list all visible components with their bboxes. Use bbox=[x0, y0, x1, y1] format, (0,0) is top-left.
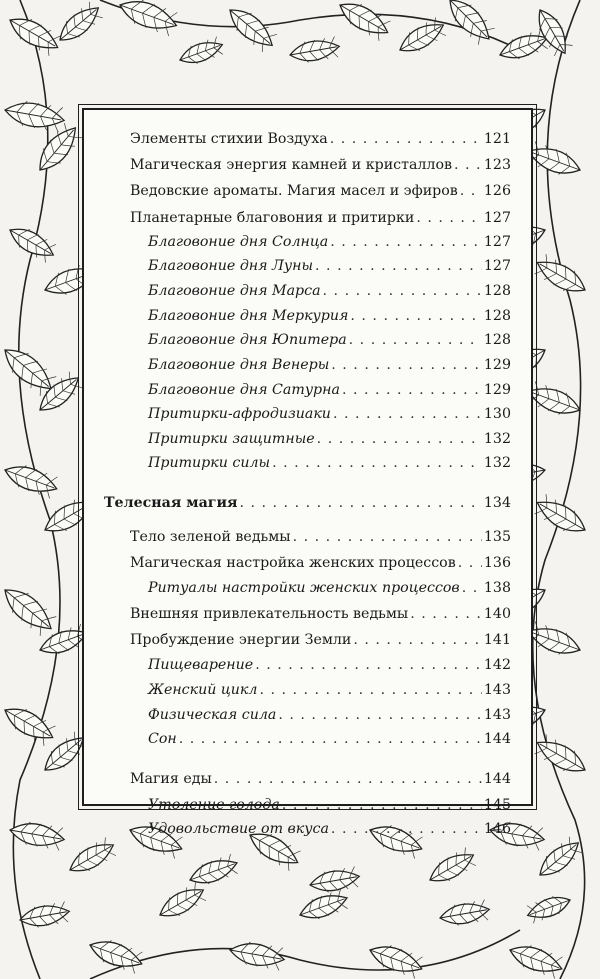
toc-entry bbox=[148, 331, 511, 349]
dot-leader bbox=[416, 209, 482, 227]
toc-entry-page: 144 bbox=[483, 771, 511, 787]
toc-entry-title: Магическая настройка женских процессов bbox=[130, 555, 456, 571]
leaf-icon bbox=[425, 846, 479, 889]
leaf-icon bbox=[296, 888, 350, 925]
leaf-icon bbox=[53, 0, 105, 48]
leaf-icon bbox=[3, 98, 66, 133]
toc-entry bbox=[148, 730, 511, 748]
dot-leader bbox=[214, 770, 482, 788]
dot-leader bbox=[462, 579, 482, 597]
dot-leader bbox=[239, 494, 481, 512]
leaf-icon bbox=[532, 493, 591, 540]
toc-entry bbox=[130, 182, 511, 200]
toc-entry-page: 132 bbox=[483, 431, 511, 447]
leaf-icon bbox=[524, 380, 584, 420]
dot-leader bbox=[293, 528, 482, 546]
toc-entry-title: Притирки-афродизиаки bbox=[148, 406, 331, 422]
toc-entry bbox=[148, 307, 511, 325]
dot-leader bbox=[323, 282, 482, 300]
toc-entry-page: 129 bbox=[483, 382, 511, 398]
toc-entry-page: 142 bbox=[483, 657, 511, 673]
toc-entry-title: Магическая энергия камней и кристаллов bbox=[130, 157, 452, 173]
toc-entry bbox=[148, 257, 511, 275]
toc-entry-title: Удовольствие от вкуса bbox=[148, 821, 329, 837]
toc-entry-page: 141 bbox=[483, 632, 511, 648]
toc-entry-page: 126 bbox=[483, 183, 511, 199]
vine-stem bbox=[90, 930, 520, 979]
toc-entry-title: Физическая сила bbox=[148, 707, 277, 723]
dot-leader bbox=[315, 257, 482, 275]
leaf-icon bbox=[177, 36, 226, 69]
toc-entry-title: Женский цикл bbox=[148, 682, 258, 698]
dot-leader bbox=[342, 381, 482, 399]
toc-entry-page: 128 bbox=[483, 283, 511, 299]
toc-panel bbox=[82, 108, 533, 837]
dot-leader bbox=[331, 820, 482, 838]
leaf-icon bbox=[228, 939, 286, 971]
toc-entry bbox=[148, 796, 511, 814]
toc-entry-title: Ведовские ароматы. Магия масел и эфиров bbox=[130, 183, 458, 199]
toc-entry-title: Благовоние дня Сатурна bbox=[148, 382, 340, 398]
dot-leader bbox=[410, 605, 482, 623]
leaf-icon bbox=[1, 459, 61, 499]
toc-entry-title: Пробуждение энергии Земли bbox=[130, 632, 352, 648]
toc-entry-page: 121 bbox=[483, 131, 511, 147]
leaf-icon bbox=[288, 36, 341, 65]
leaf-icon bbox=[8, 819, 66, 851]
toc-entry bbox=[130, 554, 511, 572]
dot-leader bbox=[330, 130, 482, 148]
toc-entry-title: Телесная магия bbox=[104, 495, 238, 511]
toc-entry-title: Благовоние дня Солнца bbox=[148, 234, 329, 250]
toc-entry-page: 132 bbox=[483, 455, 511, 471]
toc-entry-page: 129 bbox=[483, 357, 511, 373]
toc-entry-title: Благовоние дня Венеры bbox=[148, 357, 330, 373]
dot-leader bbox=[330, 233, 482, 251]
toc-entry-title: Притирки защитные bbox=[148, 431, 315, 447]
leaf-icon bbox=[116, 0, 181, 37]
toc-entry bbox=[148, 356, 511, 374]
leaf-icon bbox=[0, 700, 58, 747]
toc-entry-page: 146 bbox=[483, 821, 511, 837]
toc-entry-title: Благовоние дня Марса bbox=[148, 283, 321, 299]
toc-entry bbox=[130, 631, 511, 649]
toc-entry-page: 127 bbox=[483, 234, 511, 250]
toc-entry bbox=[130, 156, 511, 174]
toc-entry-title: Благовоние дня Луны bbox=[148, 258, 314, 274]
toc-entry-title: Тело зеленой ведьмы bbox=[130, 529, 291, 545]
toc-entry bbox=[148, 656, 511, 674]
toc-entry-page: 145 bbox=[483, 797, 511, 813]
toc-entry bbox=[130, 528, 511, 546]
toc-entry-title: Магия еды bbox=[130, 771, 212, 787]
dot-leader bbox=[458, 554, 482, 572]
dot-leader bbox=[460, 182, 482, 200]
dot-leader bbox=[282, 796, 482, 814]
leaf-icon bbox=[524, 140, 584, 180]
toc-entry bbox=[148, 681, 511, 699]
dot-leader bbox=[278, 706, 482, 724]
leaf-icon bbox=[186, 853, 240, 890]
leaf-icon bbox=[155, 881, 209, 924]
toc-entry-page: 128 bbox=[483, 308, 511, 324]
dot-leader bbox=[317, 430, 482, 448]
toc-entry-title: Благовоние дня Меркурия bbox=[148, 308, 349, 324]
toc-entry bbox=[148, 706, 511, 724]
toc-entry bbox=[148, 454, 511, 472]
toc-entry-page: 136 bbox=[483, 555, 511, 571]
dot-leader bbox=[350, 307, 482, 325]
dot-leader bbox=[272, 454, 482, 472]
leaf-icon bbox=[532, 253, 591, 300]
toc-entry-title: Планетарные благовония и притирки bbox=[130, 210, 415, 226]
leaf-icon bbox=[65, 836, 119, 879]
leaf-icon bbox=[223, 1, 280, 54]
toc-entry-page: 135 bbox=[483, 529, 511, 545]
toc-entry-title: Сон bbox=[148, 731, 177, 747]
leaf-icon bbox=[4, 10, 63, 57]
leaf-icon bbox=[0, 580, 59, 638]
leaf-icon bbox=[5, 221, 59, 264]
toc-entry-page: 127 bbox=[483, 258, 511, 274]
toc-entry-title: Благовоние дня Юпитера bbox=[148, 332, 347, 348]
toc-entry-page: 138 bbox=[483, 580, 511, 596]
leaf-icon bbox=[31, 120, 84, 177]
toc-entry-page: 128 bbox=[483, 332, 511, 348]
leaf-icon bbox=[533, 835, 585, 883]
toc-entry-page: 127 bbox=[483, 210, 511, 226]
toc-entry bbox=[148, 430, 511, 448]
toc-entry bbox=[148, 282, 511, 300]
dot-leader bbox=[333, 405, 482, 423]
toc-entry-title: Притирки силы bbox=[148, 455, 271, 471]
toc-entry-page: 130 bbox=[483, 406, 511, 422]
toc-entry bbox=[130, 605, 511, 623]
leaf-icon bbox=[506, 939, 566, 979]
leaf-icon bbox=[308, 866, 361, 895]
toc-entry-page: 134 bbox=[483, 495, 511, 511]
leaf-icon bbox=[438, 899, 491, 928]
toc-entry bbox=[130, 209, 511, 227]
dot-leader bbox=[454, 156, 482, 174]
toc-entry-page: 143 bbox=[483, 707, 511, 723]
dot-leader bbox=[349, 331, 482, 349]
leaf-icon bbox=[18, 901, 71, 930]
toc-entry-title: Элементы стихии Воздуха bbox=[130, 131, 328, 147]
leaf-icon bbox=[366, 939, 426, 979]
toc-entry bbox=[148, 579, 511, 597]
toc-entry-page: 143 bbox=[483, 682, 511, 698]
dot-leader bbox=[255, 656, 482, 674]
toc-entry bbox=[130, 130, 511, 148]
toc-entry-title: Пищеварение bbox=[148, 657, 254, 673]
toc-entry-page: 144 bbox=[483, 731, 511, 747]
toc-entry bbox=[148, 381, 511, 399]
toc-entry-title: Ритуалы настройки женских процессов bbox=[148, 580, 460, 596]
vine-stem bbox=[533, 0, 585, 979]
toc-entry-title: Утоление голода bbox=[148, 797, 280, 813]
toc-entry bbox=[148, 820, 511, 838]
leaf-icon bbox=[334, 0, 393, 42]
toc-entry-title: Внешняя привлекательность ведьмы bbox=[130, 606, 409, 622]
dot-leader bbox=[259, 681, 481, 699]
toc-entry bbox=[104, 494, 511, 512]
dot-leader bbox=[179, 730, 482, 748]
leaf-icon bbox=[532, 733, 591, 780]
leaf-icon bbox=[524, 891, 573, 924]
dot-leader bbox=[353, 631, 482, 649]
toc-entry bbox=[148, 233, 511, 251]
dot-leader bbox=[331, 356, 482, 374]
toc-entry bbox=[148, 405, 511, 423]
toc-entry bbox=[130, 770, 511, 788]
toc-entry-page: 140 bbox=[483, 606, 511, 622]
toc-entry-page: 123 bbox=[483, 157, 511, 173]
